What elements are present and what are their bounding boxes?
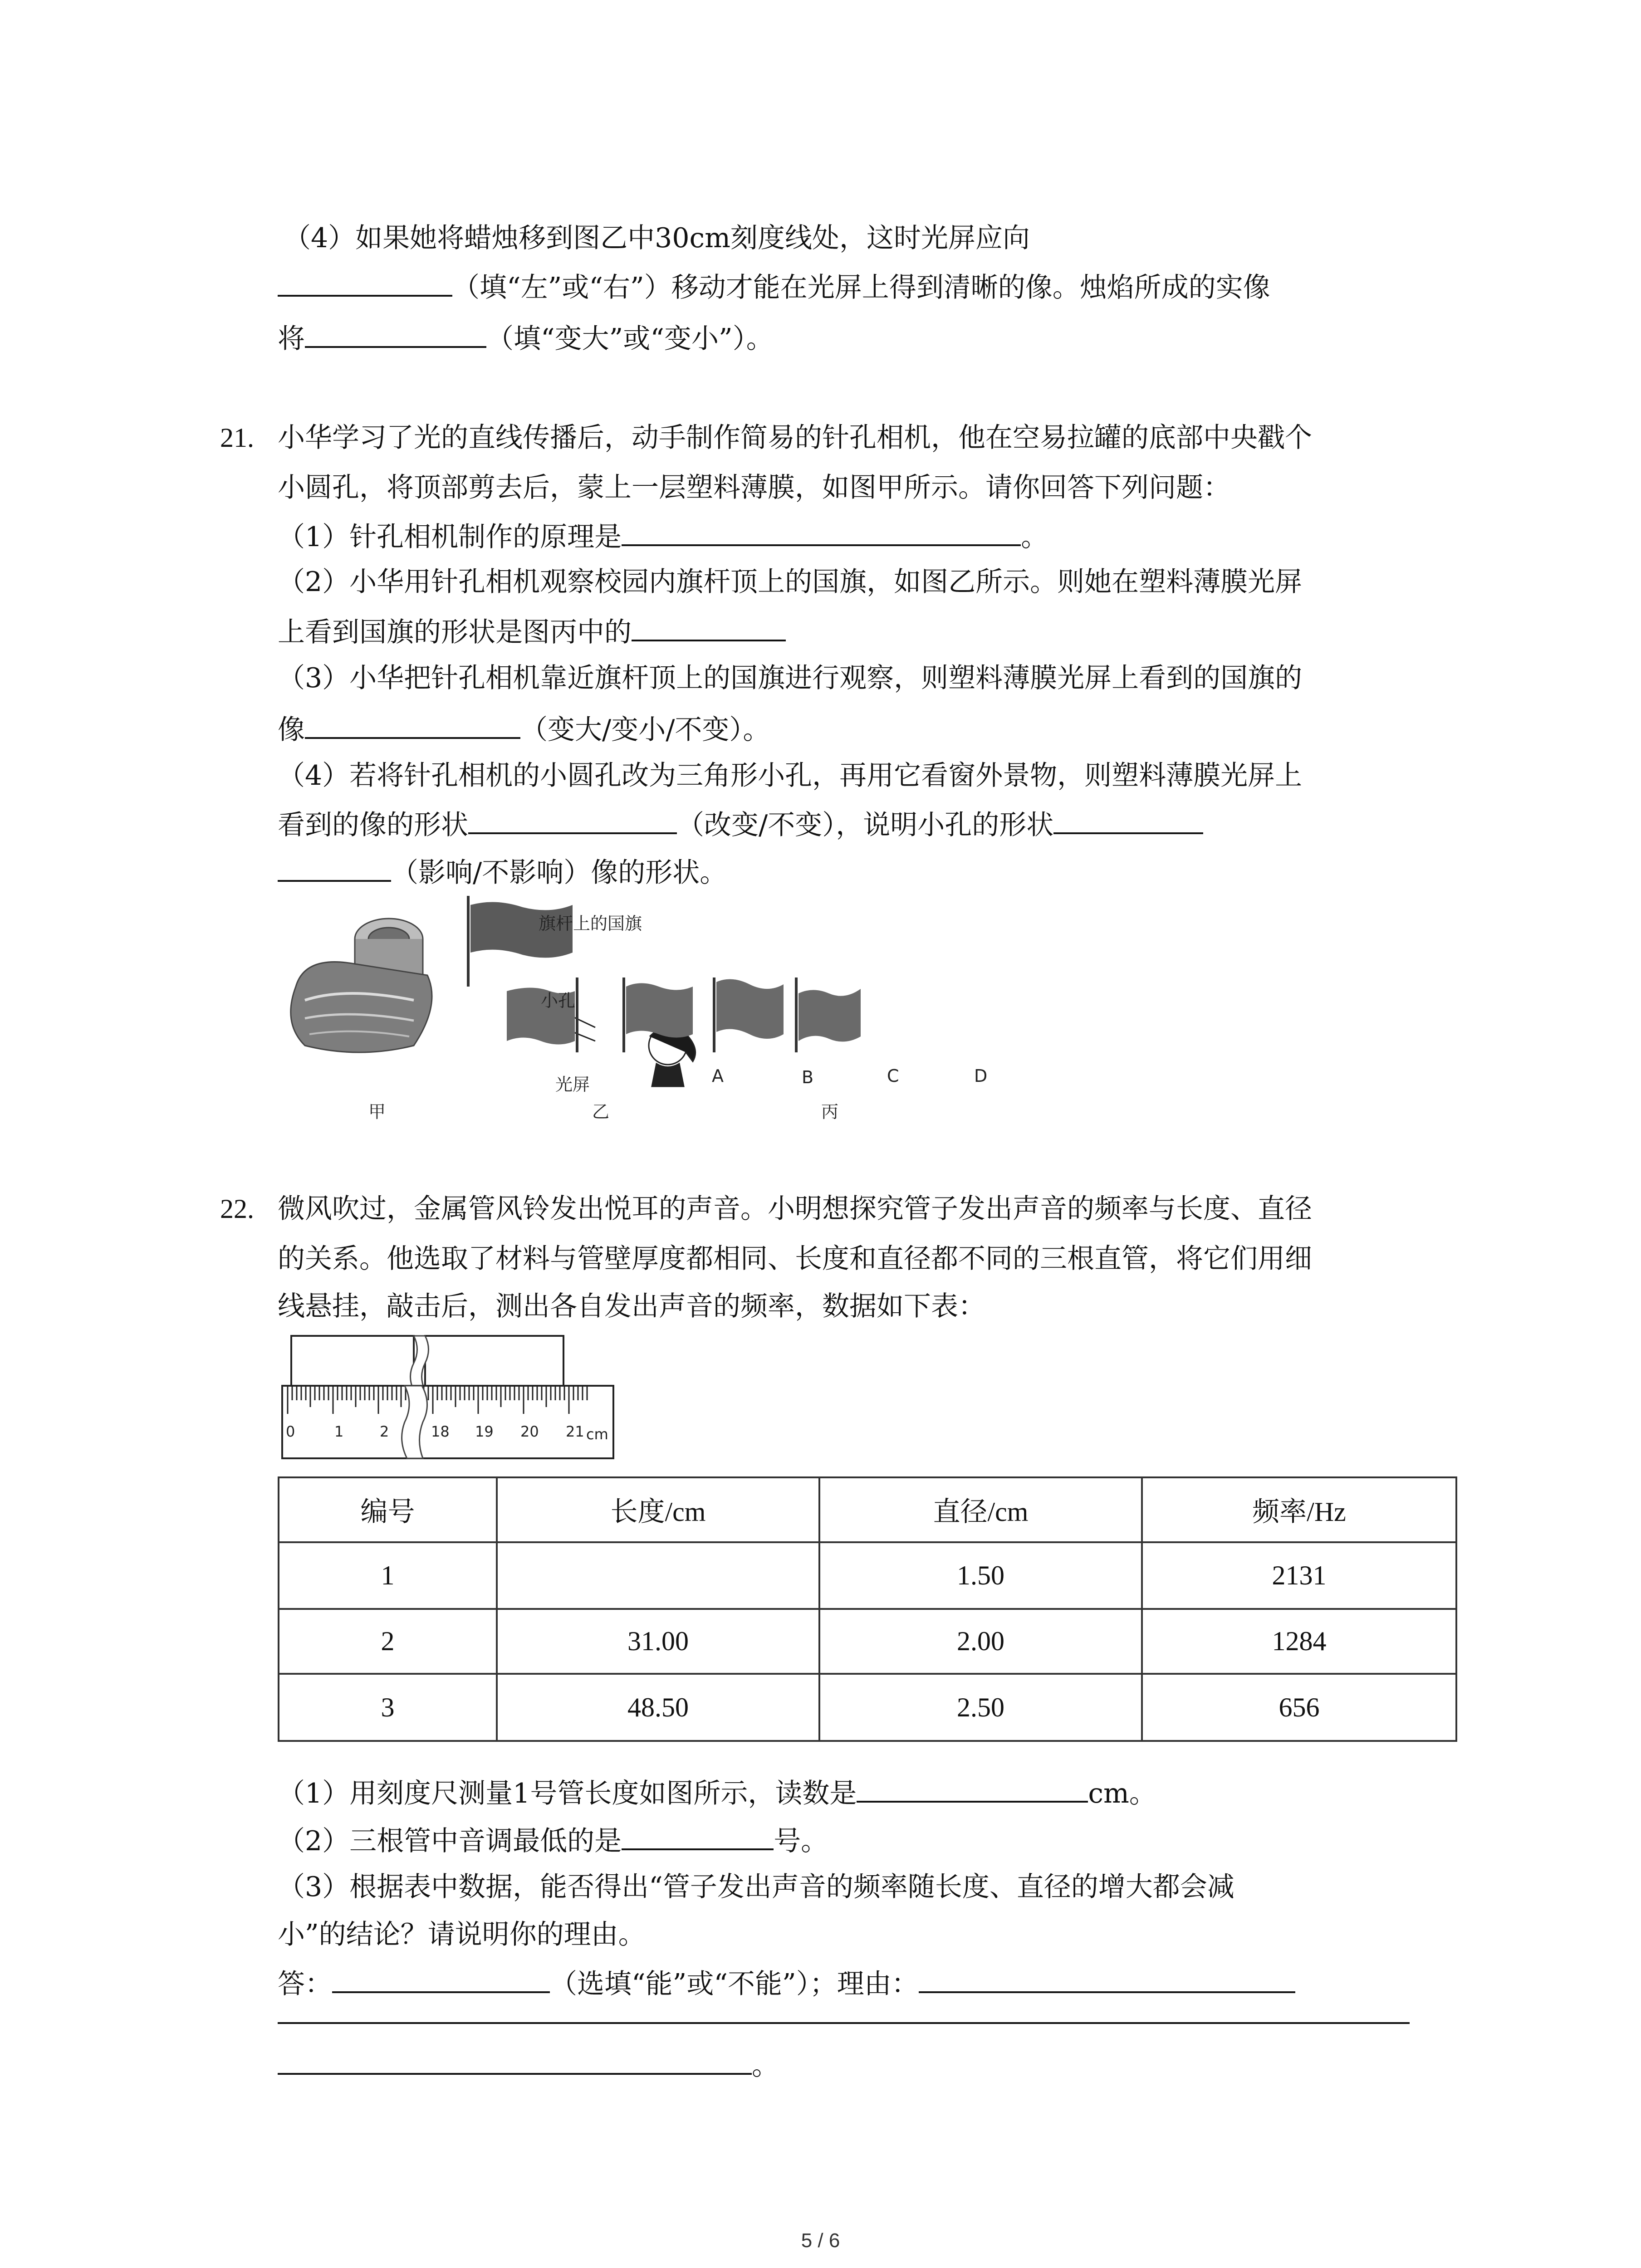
- table-cell: 2.00: [819, 1609, 1142, 1674]
- figure-label-jia: 甲: [368, 1102, 386, 1122]
- screen-label: 光屏: [555, 1075, 590, 1095]
- flag-caption: 旗杆上的国旗: [539, 914, 642, 934]
- ruler-label-18: 18: [431, 1423, 450, 1440]
- q21-p3-line2: 像 （变大/变小/不变）。: [278, 710, 770, 748]
- q21-number: 21.: [220, 423, 254, 453]
- table-cell: 1284: [1142, 1609, 1456, 1674]
- table-cell: 1: [279, 1542, 497, 1609]
- header-cell-diameter: 直径/cm: [819, 1477, 1142, 1542]
- ruler-label-20: 20: [520, 1423, 539, 1440]
- q22-p1: （1）用刻度尺测量1号管长度如图所示，读数是 cm。: [278, 1774, 1156, 1812]
- q22-number: 22.: [220, 1194, 254, 1224]
- header-cell-number: 编号: [279, 1477, 497, 1542]
- q21-blank-shape-change[interactable]: [468, 805, 677, 834]
- table-cell: [497, 1542, 819, 1609]
- q22-blank-reason-c[interactable]: [278, 2046, 752, 2075]
- table-row: [279, 1609, 1456, 1674]
- q21-p2-line2: 上看到国旗的形状是图丙中的: [278, 612, 786, 650]
- q20-blank-size[interactable]: [305, 319, 486, 348]
- ruler-figure: [278, 1331, 632, 1463]
- table-cell: 2: [279, 1609, 497, 1674]
- q21-p1: （1）针孔相机制作的原理是 。: [278, 517, 1048, 555]
- q20-p4-line1: （4）如果她将蜡烛移到图乙中30cm刻度线处，这时光屏应向: [284, 222, 1030, 254]
- q22-p3-line2: 小”的结论？请说明你的理由。: [278, 1919, 646, 1950]
- q22-blank-lowest[interactable]: [622, 1821, 774, 1850]
- q21-blank-principle[interactable]: [622, 517, 1021, 546]
- q22-stem-line3: 线悬挂，敲击后，测出各自发出声音的频率，数据如下表：: [278, 1290, 985, 1322]
- option-d-label: D: [974, 1066, 988, 1086]
- q20-blank-direction[interactable]: [278, 268, 452, 297]
- q21-figure-svg: [278, 896, 1094, 1123]
- q22-p3-line1: （3）根据表中数据，能否得出“管子发出声音的频率随长度、直径的增大都会减: [278, 1871, 1234, 1903]
- table-cell: 656: [1142, 1674, 1456, 1741]
- figure-label-yi: 乙: [592, 1102, 610, 1122]
- q21-stem-line2: 小圆孔，将顶部剪去后，蒙上一层塑料薄膜，如图甲所示。请你回答下列问题：: [278, 472, 1230, 503]
- frequency-data-table: [278, 1476, 1457, 1742]
- ruler-label-1: 1: [334, 1423, 344, 1440]
- q22-reason-last-line: 。: [278, 2046, 779, 2084]
- header-cell-length: 长度/cm: [497, 1477, 819, 1542]
- q20-p4-line3: 将 （填“变大”或“变小”）。: [278, 319, 774, 357]
- pipe-left-segment: [291, 1336, 414, 1386]
- q21-p4-line3: （影响/不影响）像的形状。: [278, 853, 727, 891]
- option-a-label: A: [712, 1066, 724, 1086]
- q21-blank-shape[interactable]: [632, 612, 786, 641]
- option-c-label: C: [887, 1066, 899, 1086]
- ruler-label-0: 0: [286, 1423, 295, 1440]
- q21-p2-line1: （2）小华用针孔相机观察校园内旗杆顶上的国旗，如图乙所示。则她在塑料薄膜光屏: [278, 566, 1303, 598]
- q21-p4-line2: 看到的像的形状 （改变/不变），说明小孔的形状: [278, 805, 1203, 843]
- q21-blank-image-size[interactable]: [305, 710, 520, 739]
- pinhole-camera-can-image: [291, 919, 432, 1052]
- header-cell-frequency: 频率/Hz: [1142, 1477, 1456, 1542]
- table-row: [279, 1542, 1456, 1609]
- ruler-label-2: 2: [380, 1423, 389, 1440]
- q22-blank-reason-b[interactable]: [278, 2022, 1410, 2024]
- option-b-label: B: [802, 1067, 814, 1087]
- q21-stem-line1: 小华学习了光的直线传播后，动手制作简易的针孔相机，他在空易拉罐的底部中央戳个: [278, 422, 1312, 454]
- table-row: [279, 1674, 1456, 1741]
- q20-p4-line2: （填“左”或“右”）移动才能在光屏上得到清晰的像。烛焰所成的实像: [278, 268, 1270, 306]
- option-d-flag-image: [796, 978, 861, 1052]
- hole-label: 小孔: [541, 991, 576, 1011]
- q22-answer-line: 答： （选填“能”或“不能”）；理由：: [278, 1964, 1295, 2002]
- q22-stem-line2: 的关系。他选取了材料与管壁厚度都相同、长度和直径都不同的三根直管，将它们用细: [278, 1243, 1312, 1275]
- q22-p2: （2）三根管中音调最低的是 号。: [278, 1821, 828, 1859]
- q21-figure: [278, 896, 1094, 1123]
- q21-blank-influence-a[interactable]: [1053, 805, 1203, 834]
- ruler-unit: cm: [586, 1426, 608, 1443]
- table-cell: 3: [279, 1674, 497, 1741]
- ruler-label-21: 21: [566, 1423, 584, 1440]
- table-cell: 48.50: [497, 1674, 819, 1741]
- q21-p3-line1: （3）小华把针孔相机靠近旗杆顶上的国旗进行观察，则塑料薄膜光屏上看到的国旗的: [278, 662, 1303, 694]
- table-cell: 31.00: [497, 1609, 819, 1674]
- ruler-label-19: 19: [475, 1423, 494, 1440]
- q22-stem-line1: 微风吹过，金属管风铃发出悦耳的声音。小明想探究管子发出声音的频率与长度、直径: [278, 1193, 1312, 1225]
- table-cell: 1.50: [819, 1542, 1142, 1609]
- option-c-flag-image: [714, 978, 784, 1052]
- q22-blank-can[interactable]: [332, 1964, 550, 1993]
- table-cell: 2131: [1142, 1542, 1456, 1609]
- pipe-right-segment: [425, 1336, 563, 1386]
- table-cell: 2.50: [819, 1674, 1142, 1741]
- figure-label-bing: 丙: [821, 1102, 839, 1122]
- q22-blank-reason-a[interactable]: [919, 1964, 1295, 1993]
- table-header-row: [279, 1477, 1456, 1542]
- q22-blank-length[interactable]: [857, 1774, 1088, 1803]
- q21-p4-line1: （4）若将针孔相机的小圆孔改为三角形小孔，再用它看窗外景物，则塑料薄膜光屏上: [278, 760, 1303, 792]
- q21-blank-influence-b[interactable]: [278, 853, 391, 882]
- page-number: 5 / 6: [801, 2229, 840, 2252]
- ruler-svg: [278, 1331, 632, 1463]
